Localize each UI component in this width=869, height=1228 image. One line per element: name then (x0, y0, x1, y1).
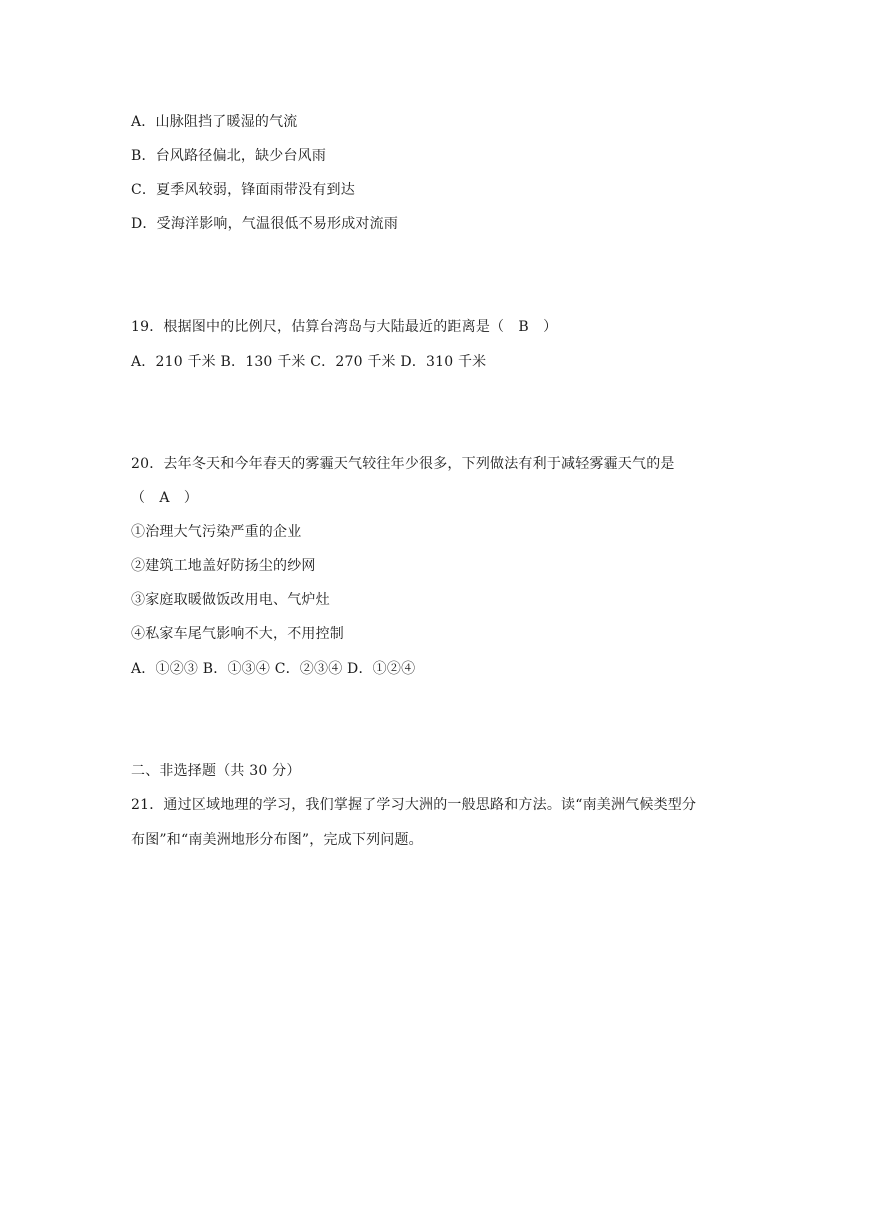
q20-item-2: ②建筑工地盖好防扬尘的纱网 (131, 558, 316, 574)
q20-answer: （ A ） (131, 490, 199, 506)
q20-options: A．①②③ B．①③④ C．②③④ D．①②④ (131, 661, 416, 677)
q18-option-b: B．台风路径偏北，缺少台风雨 (131, 148, 327, 164)
q20-stem: 20．去年冬天和今年春天的雾霾天气较往年少很多，下列做法有利于减轻雾霾天气的是 (131, 456, 675, 472)
q19-options: A．210 千米 B．130 千米 C．270 千米 D．310 千米 (131, 354, 487, 370)
q20-item-3: ③家庭取暖做饭改用电、气炉灶 (131, 592, 330, 608)
q18-option-c: C．夏季风较弱，锋面雨带没有到达 (131, 182, 355, 198)
q18-option-d: D．受海洋影响，气温很低不易形成对流雨 (131, 216, 399, 232)
section-heading: 二、非选择题（共 30 分） (131, 763, 301, 779)
q18-option-a: A．山脉阻挡了暖湿的气流 (131, 114, 298, 130)
q21-stem-line-1: 21．通过区域地理的学习，我们掌握了学习大洲的一般思路和方法。读“南美洲气候类型分 (131, 797, 697, 813)
q19-stem: 19．根据图中的比例尺，估算台湾岛与大陆最近的距离是（ B ） (131, 319, 558, 335)
q21-stem-line-2: 布图”和“南美洲地形分布图”，完成下列问题。 (131, 832, 423, 848)
q20-item-1: ①治理大气污染严重的企业 (131, 524, 302, 540)
q20-item-4: ④私家车尾气影响不大，不用控制 (131, 626, 344, 642)
